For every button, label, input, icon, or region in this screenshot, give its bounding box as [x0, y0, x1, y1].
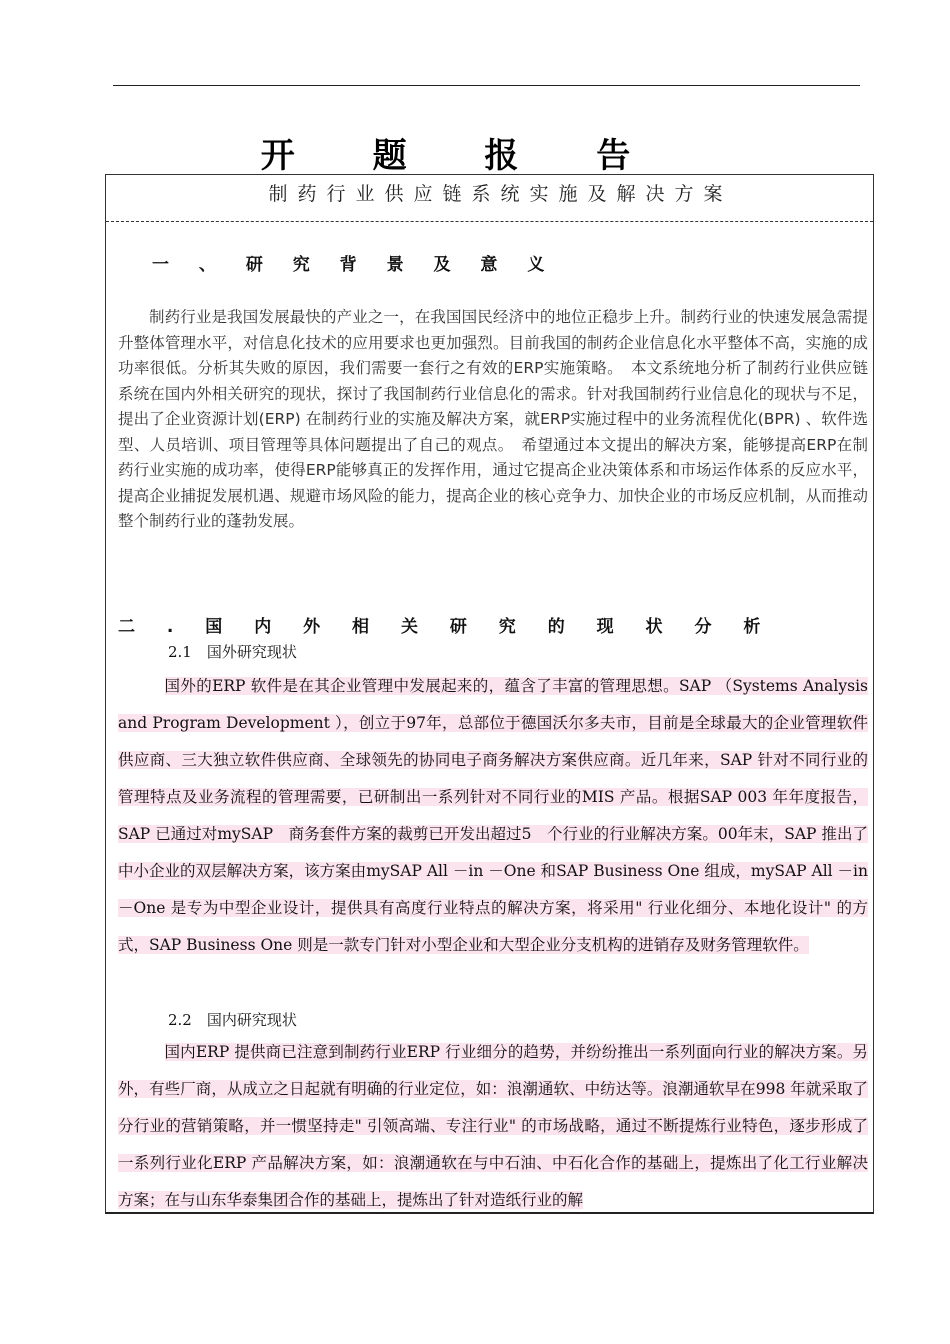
subsection-2-1-heading: 2.1 国外研究现状	[168, 643, 297, 661]
report-title: 开 题 报 告	[260, 136, 664, 176]
subsection-2-2-body	[118, 1034, 868, 1214]
subsection-2-2-heading: 2.2 国内研究现状	[168, 1011, 297, 1029]
header-rule	[113, 85, 860, 86]
subsection-2-1-text: 国外的ERP 软件是在其企业管理中发展起来的，蕴含了丰富的管理思想。SAP （Systems Analysis and Program Development ），创立于97年，总部位于德国沃尔多夫市，目前是全球最大的企业管理软件供应商、三大独立软件供应商、全球领先的协同电子商务解决方案供应商。近几年来，SAP 针对不同行业的管理特点及业务流程的管理需要，已研制出一系列针对不同行业的MIS 产品。根据SAP 003 年年度报告，SAP 已通过对mySAP 商务套件方案的裁剪已开发出超过5 个行业的行业解决方案。00年末，SAP 推出了中小企业的双层解决方案，该方案由mySAP All －in －One 和SAP Business One 组成，mySAP All －in －One 是专为中型企业设计，提供具有高度行业特点的解决方案，将采用" 行业化细分、本地化设计" 的方式，SAP Business One 则是一款专门针对小型企业和大型企业分支机构的进销存及财务管理软件。	[118, 677, 868, 954]
section1-body: 制药行业是我国发展最快的产业之一，在我国国民经济中的地位正稳步上升。制药行业的快速发展急需提升整体管理水平，对信息化技术的应用要求也更加强烈。目前我国的制药企业信息化水平整体不高，实施的成功率很低。分析其失败的原因，我们需要一套行之有效的ERP实施策略。 本文系统地分析了制药行业供应链系统在国内外相关研究的现状，探讨了我国制药行业信息化的需求。针对我国制药行业信息化的现状与不足，提出了企业资源计划(ERP) 在制药行业的实施及解决方案，就ERP实施过程中的业务流程优化(BPR) 、软件选型、人员培训、项目管理等具体问题提出了自己的观点。 希望通过本文提出的解决方案，能够提高ERP在制药行业实施的成功率，使得ERP能够真正的发挥作用，通过它提高企业决策体系和市场运作体系的反应水平，提高企业捕捉发展机遇、规避市场风险的能力，提高企业的核心竞争力、加快企业的市场反应机制，从而推动整个制药行业的蓬勃发展。	[118, 308, 868, 530]
dashed-divider	[106, 221, 873, 222]
section2-heading: 二 . 国 内 外 相 关 研 究 的 现 状 分 析	[118, 617, 774, 637]
section1-heading: 一 、 研 究 背 景 及 意 义	[152, 255, 557, 275]
subsection-2-2-text: 国内ERP 提供商已注意到制药行业ERP 行业细分的趋势，并纷纷推出一系列面向行业的解决方案。另外，有些厂商，从成立之日起就有明确的行业定位，如：浪潮通软、中纺达等。浪潮通软早在998 年就采取了分行业的营销策略，并一惯坚持走" 引领高端、专注行业" 的市场战略，通过不断提炼行业特色，逐步形成了一系列行业化ERP 产品解决方案，如：浪潮通软在与中石油、中石化合作的基础上，提炼出了化工行业解决方案；在与山东华泰集团合作的基础上，提炼出了针对造纸行业的解	[118, 1043, 868, 1209]
report-subtitle: 制药行业供应链系统实施及解决方案	[268, 183, 733, 205]
subsection-2-1-body	[118, 668, 868, 964]
report-frame	[105, 174, 874, 1214]
